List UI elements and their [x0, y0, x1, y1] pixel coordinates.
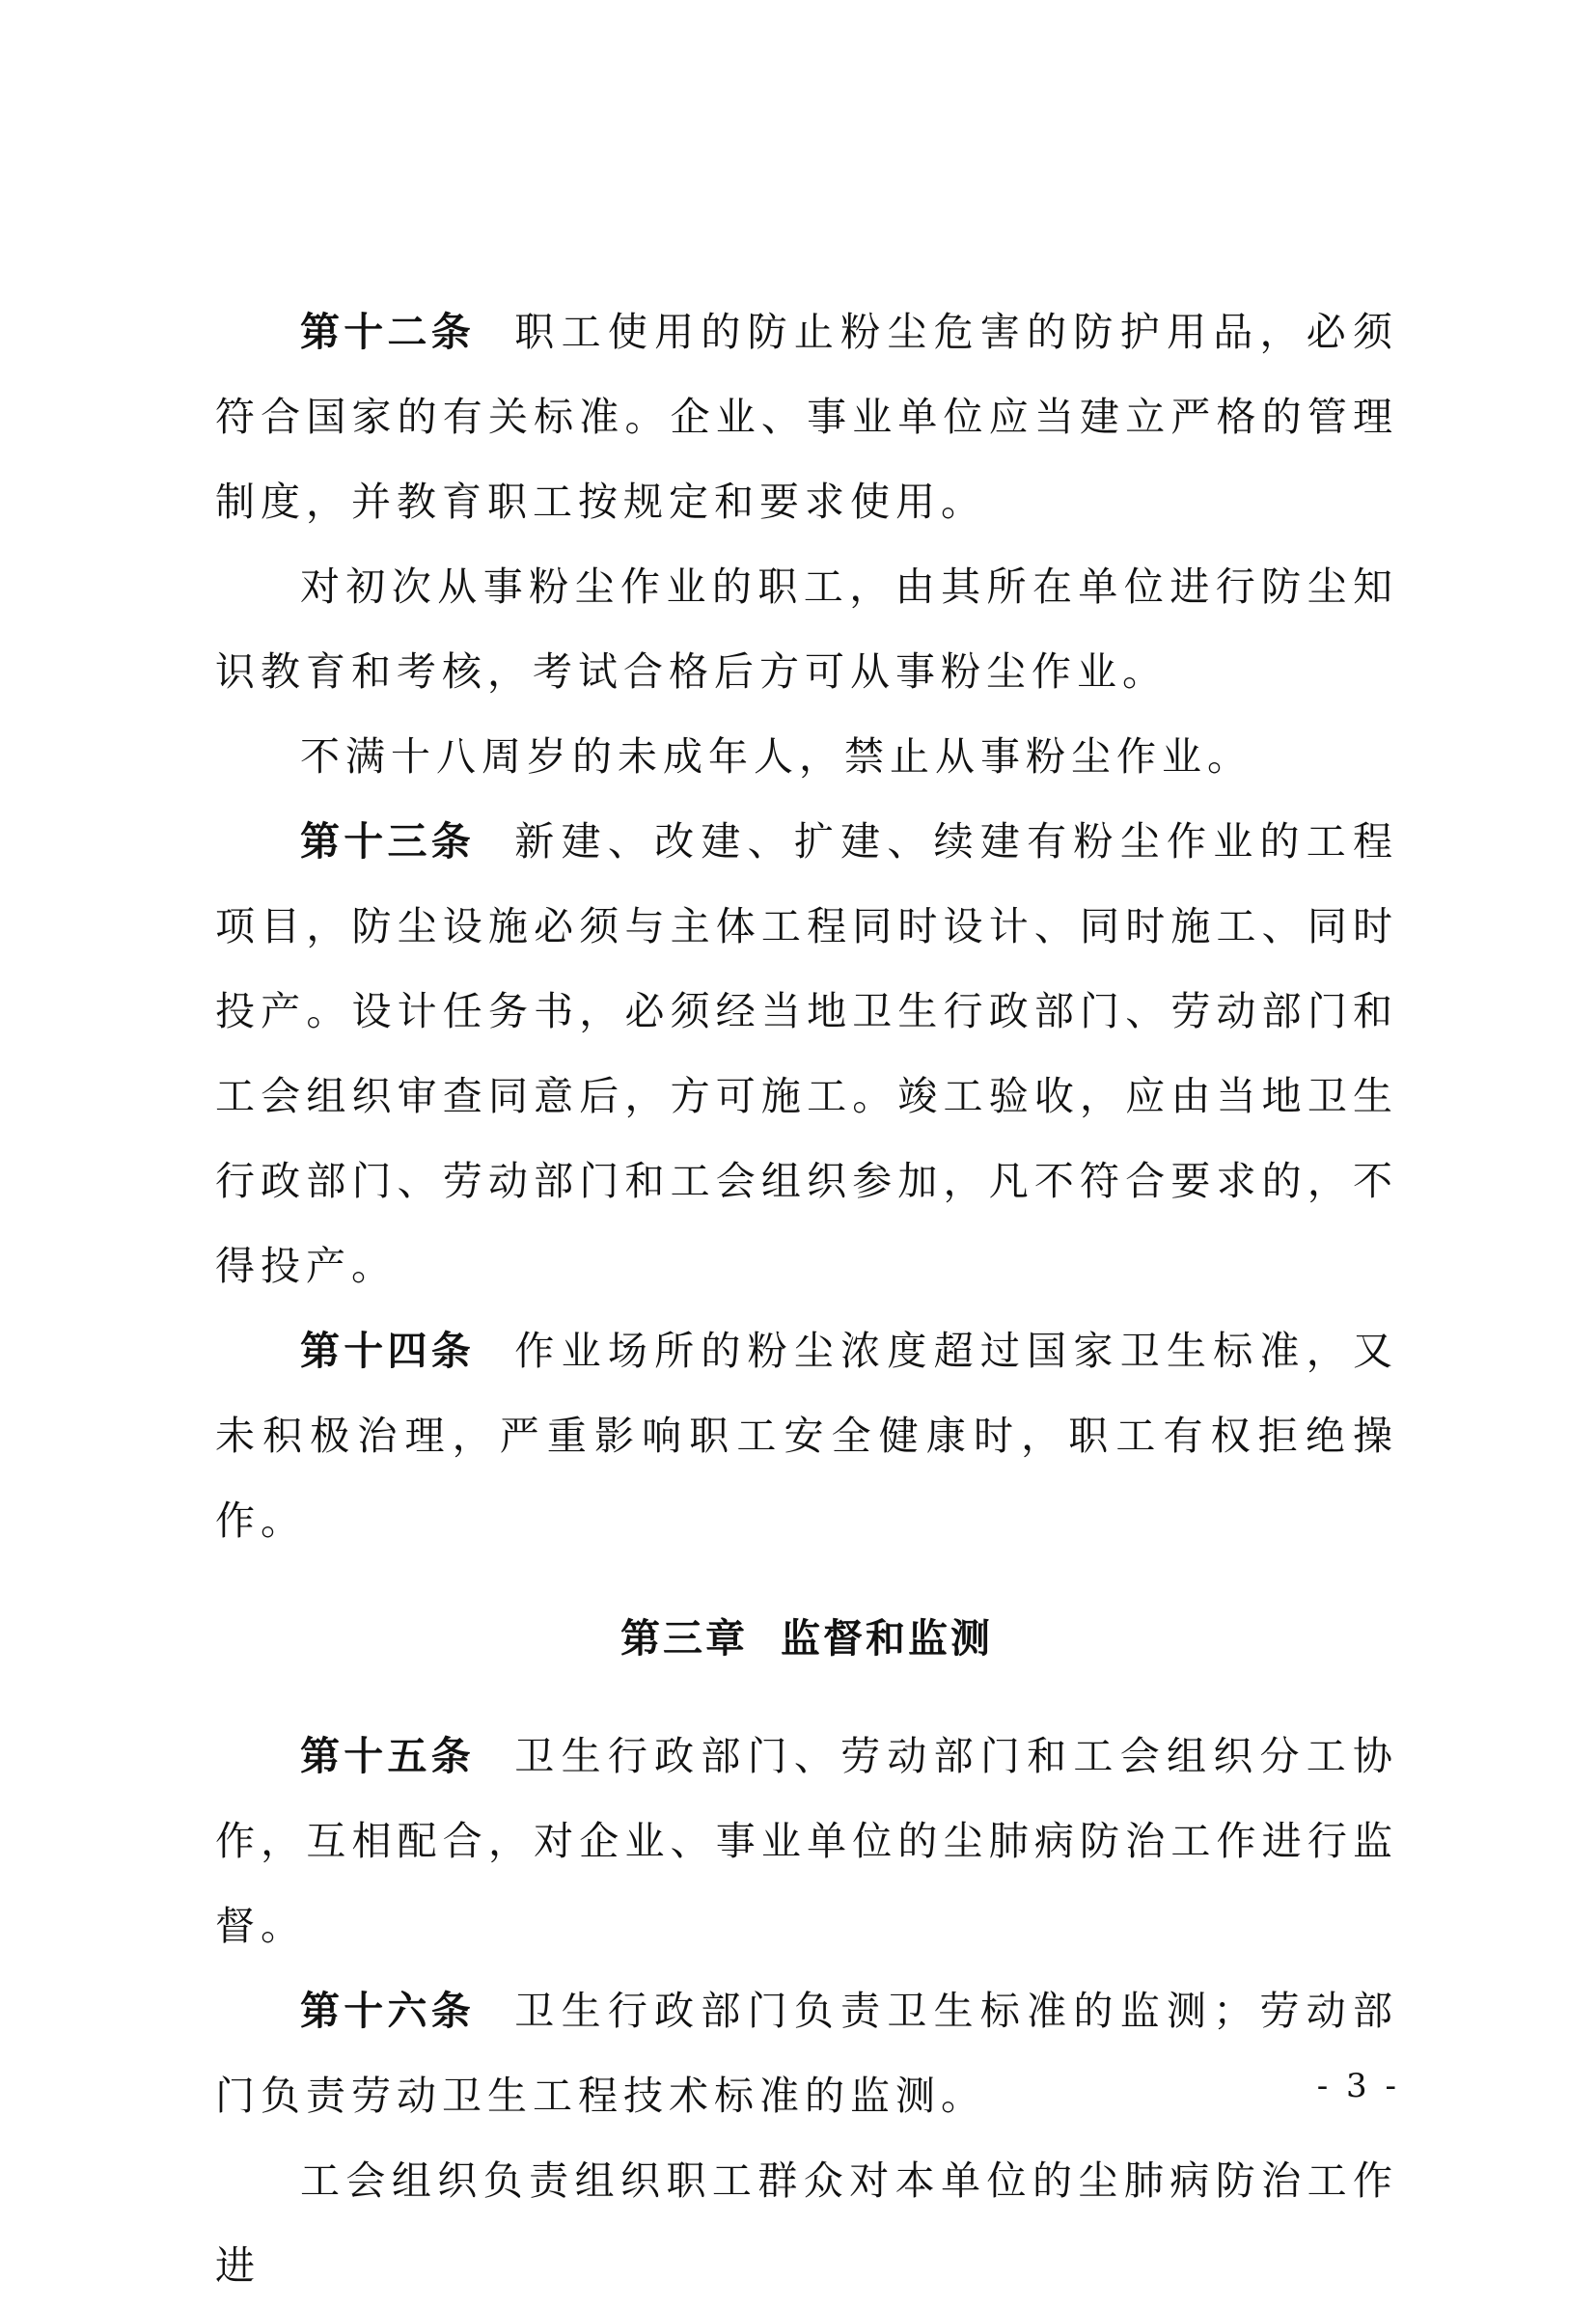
article-label: 第十三条 — [300, 818, 476, 865]
paragraph-text: 对初次从事粉尘作业的职工，由其所在单位进行防尘知识教育和考核，考试合格后方可从事粉尘作业。 — [215, 563, 1398, 695]
article-13 — [215, 799, 1398, 1308]
paragraph — [215, 714, 1398, 799]
article-text: 新建、改建、扩建、续建有粉尘作业的工程项目，防尘设施必须与主体工程同时设计、同时施工、同时投产。设计任务书，必须经当地卫生行政部门、劳动部门和工会组织审查同意后，方可施工。竣工验收，应由当地卫生行政部门、劳动部门和工会组织参加，凡不符合要求的，不得投产。 — [215, 818, 1399, 1289]
chapter-title: 监督和监测 — [781, 1615, 993, 1662]
article-label: 第十二条 — [300, 309, 476, 355]
article-text: 作业场所的粉尘浓度超过国家卫生标准，又未积极治理，严重影响职工安全健康时，职工有权拒绝操作。 — [215, 1328, 1399, 1544]
article-label: 第十六条 — [300, 1988, 476, 2034]
article-text: 职工使用的防止粉尘危害的防护用品，必须符合国家的有关标准。企业、事业单位应当建立严格的管理制度，并教育职工按规定和要求使用。 — [215, 309, 1399, 525]
chapter-heading — [215, 1596, 1398, 1681]
page-number: - 3 - — [1316, 2067, 1400, 2105]
article-14 — [215, 1308, 1398, 1563]
article-text: 卫生行政部门、劳动部门和工会组织分工协作，互相配合，对企业、事业单位的尘肺病防治工作进行监督。 — [215, 1733, 1399, 1949]
paragraph-text: 不满十八周岁的未成年人，禁止从事粉尘作业。 — [300, 733, 1252, 780]
body-text — [215, 289, 1398, 2308]
chapter-number: 第三章 — [620, 1615, 748, 1662]
paragraph-text: 工会组织负责组织职工群众对本单位的尘肺病防治工作进 — [215, 2157, 1398, 2289]
article-15 — [215, 1714, 1398, 1968]
article-16 — [215, 1968, 1398, 2138]
paragraph — [215, 544, 1398, 714]
article-label: 第十四条 — [300, 1328, 476, 1374]
article-text: 卫生行政部门负责卫生标准的监测；劳动部门负责劳动卫生工程技术标准的监测。 — [215, 1988, 1399, 2119]
article-12 — [215, 289, 1398, 544]
paragraph — [215, 2138, 1398, 2308]
article-label: 第十五条 — [300, 1733, 476, 1779]
